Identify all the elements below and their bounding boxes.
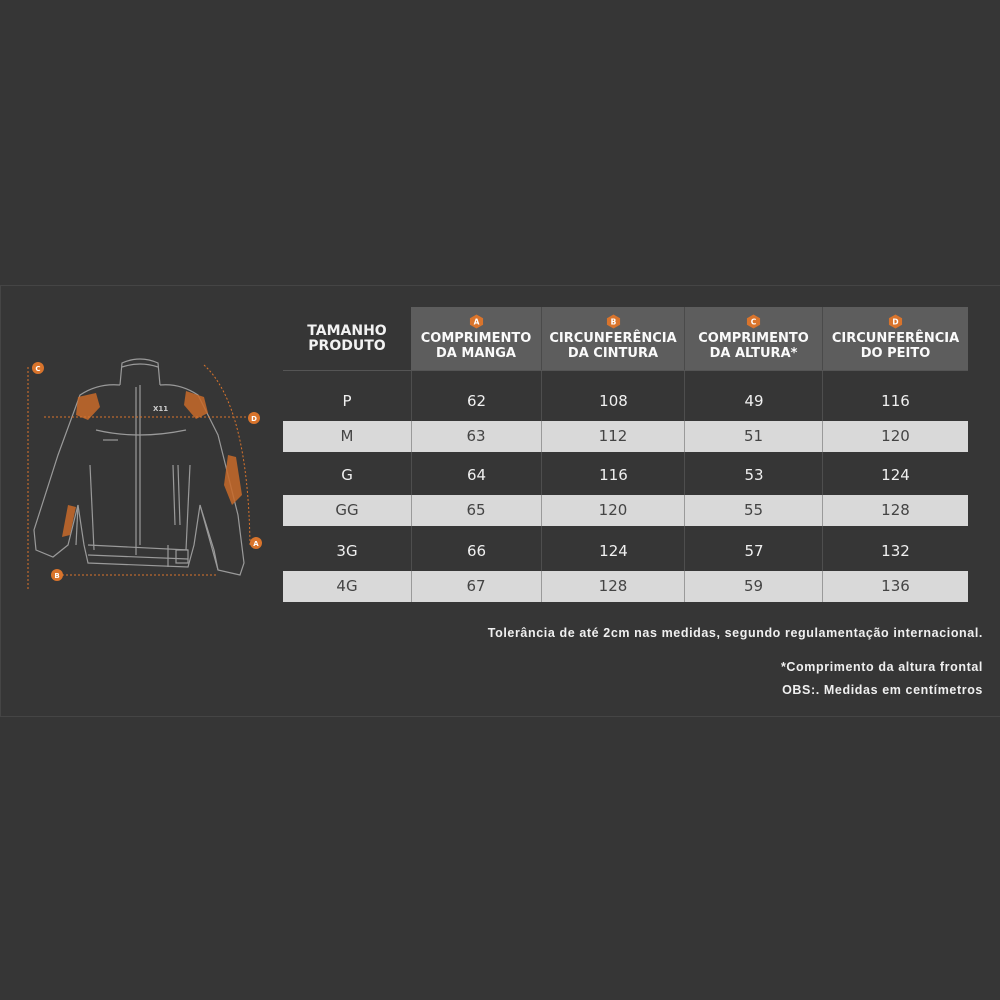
value-cell: 55 (685, 495, 823, 526)
size-cell: M (283, 421, 412, 452)
svg-text:B: B (54, 572, 60, 580)
value-cell: 66 (466, 542, 487, 560)
column-header-line1: COMPRIMENTO (420, 331, 532, 346)
measure-badge-d (248, 412, 260, 424)
badge-c-icon (746, 314, 761, 329)
svg-text:C: C (35, 365, 41, 373)
value-cell: 63 (411, 421, 542, 452)
size-header-line2: PRODUTO (308, 337, 386, 354)
column-header-sleeve-length (411, 307, 542, 370)
measure-badge-a (250, 537, 262, 549)
value-cell: 124 (881, 466, 910, 484)
table-row (283, 386, 968, 417)
column-header-line2: DA MANGA (436, 346, 516, 361)
column-header-chest-circumference (823, 307, 968, 370)
badge-a-icon (469, 314, 484, 329)
value-cell: 136 (881, 577, 910, 595)
svg-text:D: D (251, 415, 257, 423)
footnote: *Comprimento da altura frontal (780, 660, 983, 674)
measure-badge-c (32, 362, 44, 374)
column-header-line2: DA CINTURA (567, 346, 659, 361)
badge-d-icon (888, 314, 903, 329)
column-header-line1: CIRCUNFERÊNCIA (549, 331, 677, 346)
column-header-height-length (685, 307, 823, 370)
table-row (283, 536, 968, 567)
value-cell: 51 (685, 421, 823, 452)
value-cell: 65 (411, 495, 542, 526)
table-row (283, 460, 968, 491)
size-cell: P (342, 392, 352, 410)
badge-b-icon (606, 314, 621, 329)
value-cell: 132 (881, 542, 910, 560)
column-header-line1: CIRCUNFERÊNCIA (831, 331, 960, 346)
reinforcement-panels (62, 391, 242, 537)
value-cell: 57 (744, 542, 764, 560)
value-cell: 62 (466, 392, 487, 410)
table-row (283, 571, 968, 602)
value-cell: 112 (542, 421, 685, 452)
header-divider (283, 370, 968, 371)
column-header-line2: DO PEITO (860, 346, 931, 361)
jacket-outline (34, 359, 244, 575)
column-header-waist-circumference (542, 307, 685, 370)
column-header-line2: DA ALTURA* (709, 346, 798, 361)
size-cell: GG (283, 495, 412, 526)
value-cell: 67 (411, 571, 542, 602)
svg-text:A: A (473, 317, 479, 327)
size-cell: 4G (283, 571, 412, 602)
value-cell: 64 (466, 466, 487, 484)
value-cell: 53 (744, 466, 764, 484)
value-cell: 59 (685, 571, 823, 602)
brand-mark: X11 (153, 405, 169, 413)
value-cell: 120 (542, 495, 685, 526)
table-row (283, 495, 968, 526)
value-cell: 49 (744, 392, 764, 410)
units-note: OBS:. Medidas em centímetros (782, 683, 983, 697)
value-cell: 128 (881, 501, 910, 519)
value-cell: 116 (599, 466, 628, 484)
size-cell: 3G (336, 542, 358, 560)
table-row (283, 421, 968, 452)
size-header-line1: TAMANHO (307, 322, 387, 339)
column-header-line1: COMPRIMENTO (698, 331, 809, 346)
tolerance-note: Tolerância de até 2cm nas medidas, segundo regulamentação internacional. (487, 626, 983, 640)
value-cell: 120 (881, 427, 910, 445)
svg-text:A: A (253, 540, 259, 548)
measurement-lines (28, 365, 250, 590)
value-cell: 116 (881, 392, 910, 410)
svg-text:B: B (610, 317, 616, 327)
svg-text:D: D (892, 317, 899, 327)
value-cell: 128 (542, 571, 685, 602)
svg-text:C: C (750, 317, 757, 327)
jacket-measurement-diagram (18, 345, 273, 595)
value-cell: 124 (599, 542, 628, 560)
value-cell: 108 (599, 392, 628, 410)
size-cell: G (341, 466, 353, 484)
measure-badge-b (51, 569, 63, 581)
size-column-header (283, 307, 411, 370)
